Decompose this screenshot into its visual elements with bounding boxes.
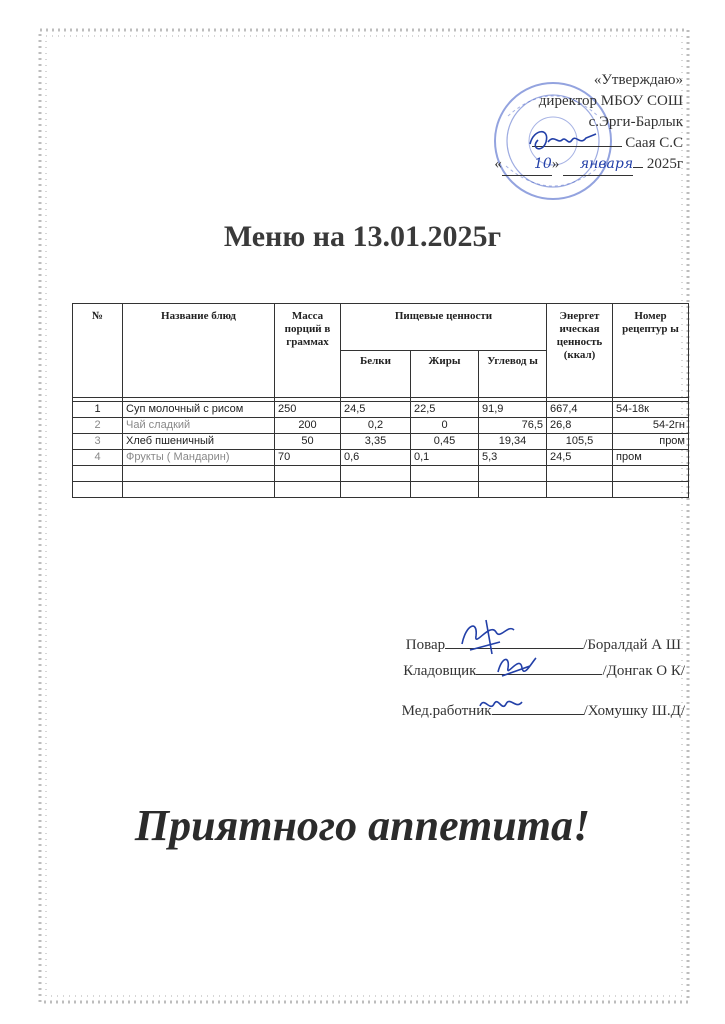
storekeeper-signature-line	[402, 658, 685, 684]
storekeeper-label: Кладовщик	[403, 663, 477, 679]
approval-village: с.Эрги-Барлык	[588, 114, 683, 130]
table-row: 4 Фрукты ( Мандарин) 70 0,6 0,1 5,3 24,5 пром	[73, 450, 689, 466]
approval-position: директор МБОУ СОШ	[538, 93, 683, 109]
cook-name: /Боралдай А Ш	[583, 637, 681, 653]
date-month: января	[563, 154, 633, 176]
menu-table	[72, 303, 689, 498]
closing-message: Приятного аппетита!	[134, 801, 591, 850]
header-fats: Жиры	[411, 351, 479, 398]
table-row: 3 Хлеб пшеничный 50 3,35 0,45 19,34 105,5 пром	[73, 434, 689, 450]
header-recipe: Номер рецептур ы	[613, 304, 689, 398]
storekeeper-name: /Донгак О К/	[602, 663, 685, 679]
header-dish: Название блюд	[123, 304, 275, 398]
date-year: 2025г	[646, 156, 683, 172]
medic-signature-line	[402, 698, 685, 724]
table-row-empty	[73, 466, 689, 482]
header-nutrition: Пищевые ценности	[341, 304, 547, 351]
approval-name: Саая С.С	[625, 135, 683, 151]
header-num: №	[73, 304, 123, 398]
cook-label: Повар	[405, 637, 446, 653]
header-mass: Масса порций в граммах	[275, 304, 341, 398]
header-proteins: Белки	[341, 351, 411, 398]
medic-name: /Хомушку Ш.Д/	[583, 703, 685, 719]
header-carbs: Углевод ы	[479, 351, 547, 398]
table-header-row	[73, 304, 689, 351]
table-row-empty	[73, 482, 689, 498]
approval-date: « 10» января 2025г	[494, 154, 683, 176]
page-title: Меню на 13.01.2025г	[223, 220, 502, 253]
director-signature	[524, 120, 604, 160]
header-energy: Энергет ическая ценность (ккал)	[547, 304, 613, 398]
approval-heading: «Утверждаю»	[593, 72, 683, 88]
medic-signature-scribble	[476, 692, 526, 716]
table-row: 1 Суп молочный с рисом 250 24,5 22,5 91,9 667,4 54-18к	[73, 402, 689, 418]
medic-label: Мед.работник	[401, 703, 492, 719]
storekeeper-signature-scribble	[492, 648, 542, 682]
date-day: 10	[502, 154, 552, 176]
table-row: 2 Чай сладкий 200 0,2 0 76,5 26,8 54-2гн	[73, 418, 689, 434]
